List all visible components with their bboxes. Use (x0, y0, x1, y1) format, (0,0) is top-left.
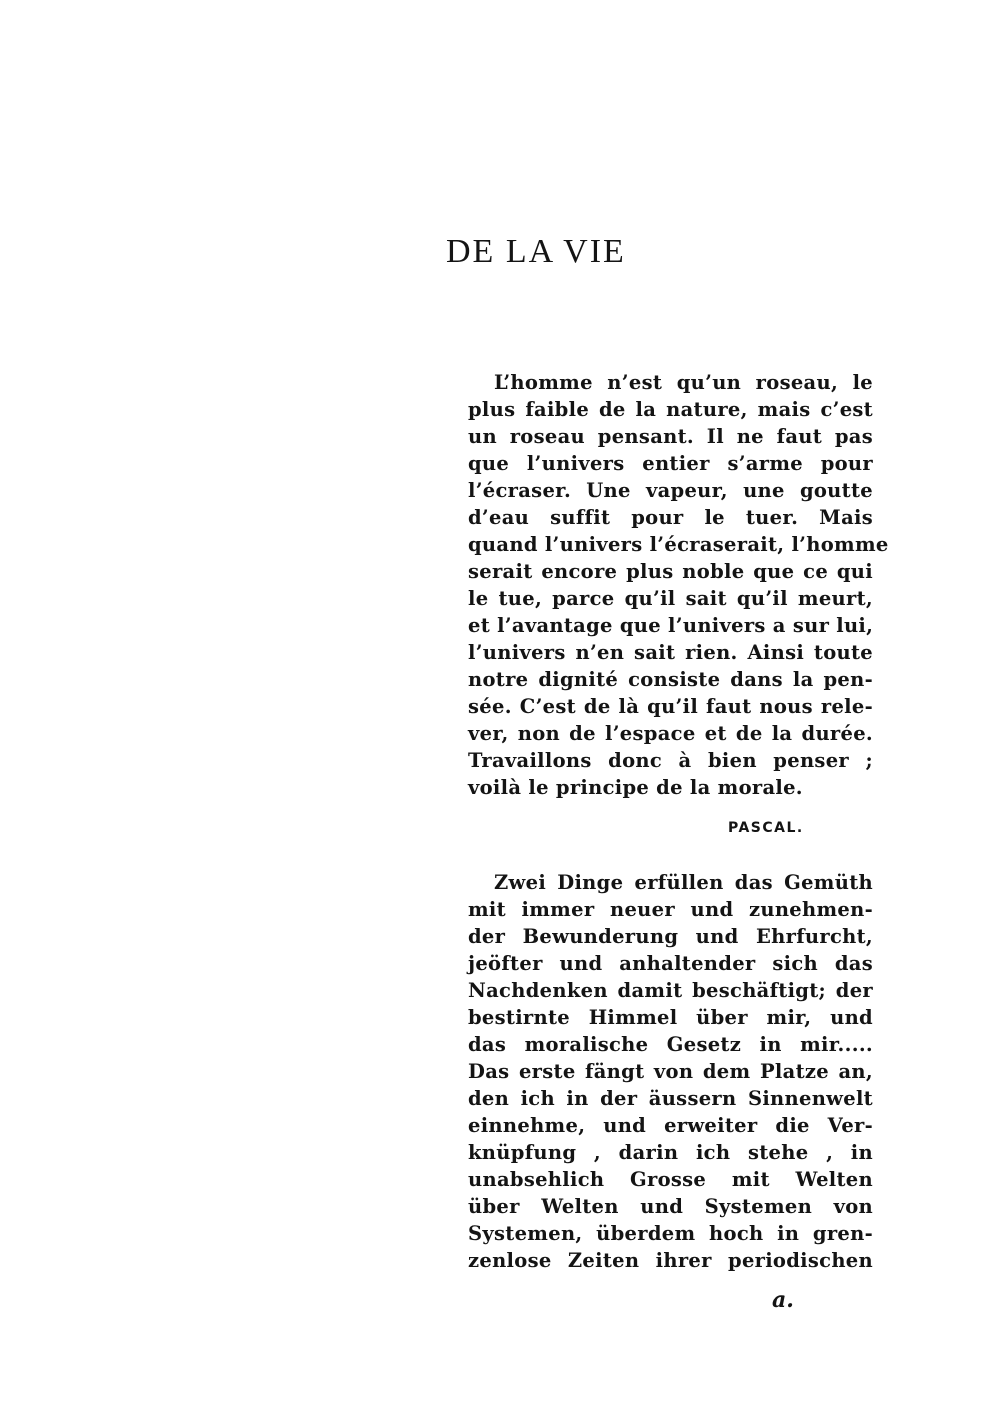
text-line: serait encore plus noble que ce qui (468, 560, 873, 583)
text-line: der Bewunderung und Ehrfurcht, (468, 925, 873, 948)
text-line: sée. C’est de là qu’il faut nous rele- (468, 695, 873, 718)
text-line: Travaillons donc à bien penser ; (468, 749, 873, 772)
pascal-attribution: PASCAL. (728, 820, 804, 836)
kant-quote (468, 869, 873, 1274)
text-line: Zwei Dinge erfüllen das Gemüth (494, 871, 873, 894)
pascal-quote (468, 369, 889, 801)
text-line: un roseau pensant. Il ne faut pas (468, 425, 873, 448)
text-line: quand l’univers l’écraserait, l’homme (468, 533, 889, 556)
text-line: et l’avantage que l’univers a sur lui, (468, 614, 874, 637)
text-line: bestirnte Himmel über mir, und (468, 1006, 873, 1029)
text-line: que l’univers entier s’arme pour (468, 452, 873, 475)
text-line: mit immer neuer und zunehmen- (468, 898, 873, 921)
text-line: le tue, parce qu’il sait qu’il meurt, (468, 587, 873, 610)
text-line: zenlose Zeiten ihrer periodischen (468, 1249, 873, 1272)
text-line: l’univers n’en sait rien. Ainsi toute (468, 641, 873, 664)
page-title: DE LA VIE (446, 233, 626, 270)
text-line: Das erste fängt von dem Platze an, (468, 1060, 873, 1083)
text-line: einnehme, und erweiter die Ver- (468, 1114, 873, 1137)
text-line: voilà le principe de la morale. (468, 776, 803, 799)
text-line: jeöfter und anhaltender sich das (468, 952, 873, 975)
text-line: notre dignité consiste dans la pen- (468, 668, 873, 691)
text-line: d’eau suffit pour le tuer. Mais (468, 506, 873, 529)
text-line: das moralische Gesetz in mir..... (468, 1033, 873, 1056)
text-line: über Welten und Systemen von (468, 1195, 873, 1218)
signature-mark: a. (772, 1287, 794, 1313)
text-line: Nachdenken damit beschäftigt; der (468, 979, 873, 1002)
text-line: ver, non de l’espace et de la durée. (468, 722, 873, 745)
text-line: l’écraser. Une vapeur, une goutte (468, 479, 873, 502)
text-line: knüpfung , darin ich stehe , in (468, 1141, 873, 1164)
text-line: plus faible de la nature, mais c’est (468, 398, 873, 421)
text-line: unabsehlich Grosse mit Welten (468, 1168, 873, 1191)
text-line: Systemen, überdem hoch in gren- (468, 1222, 873, 1245)
text-line: den ich in der äussern Sinnenwelt (468, 1087, 873, 1110)
text-line: L’homme n’est qu’un roseau, le (494, 371, 873, 394)
